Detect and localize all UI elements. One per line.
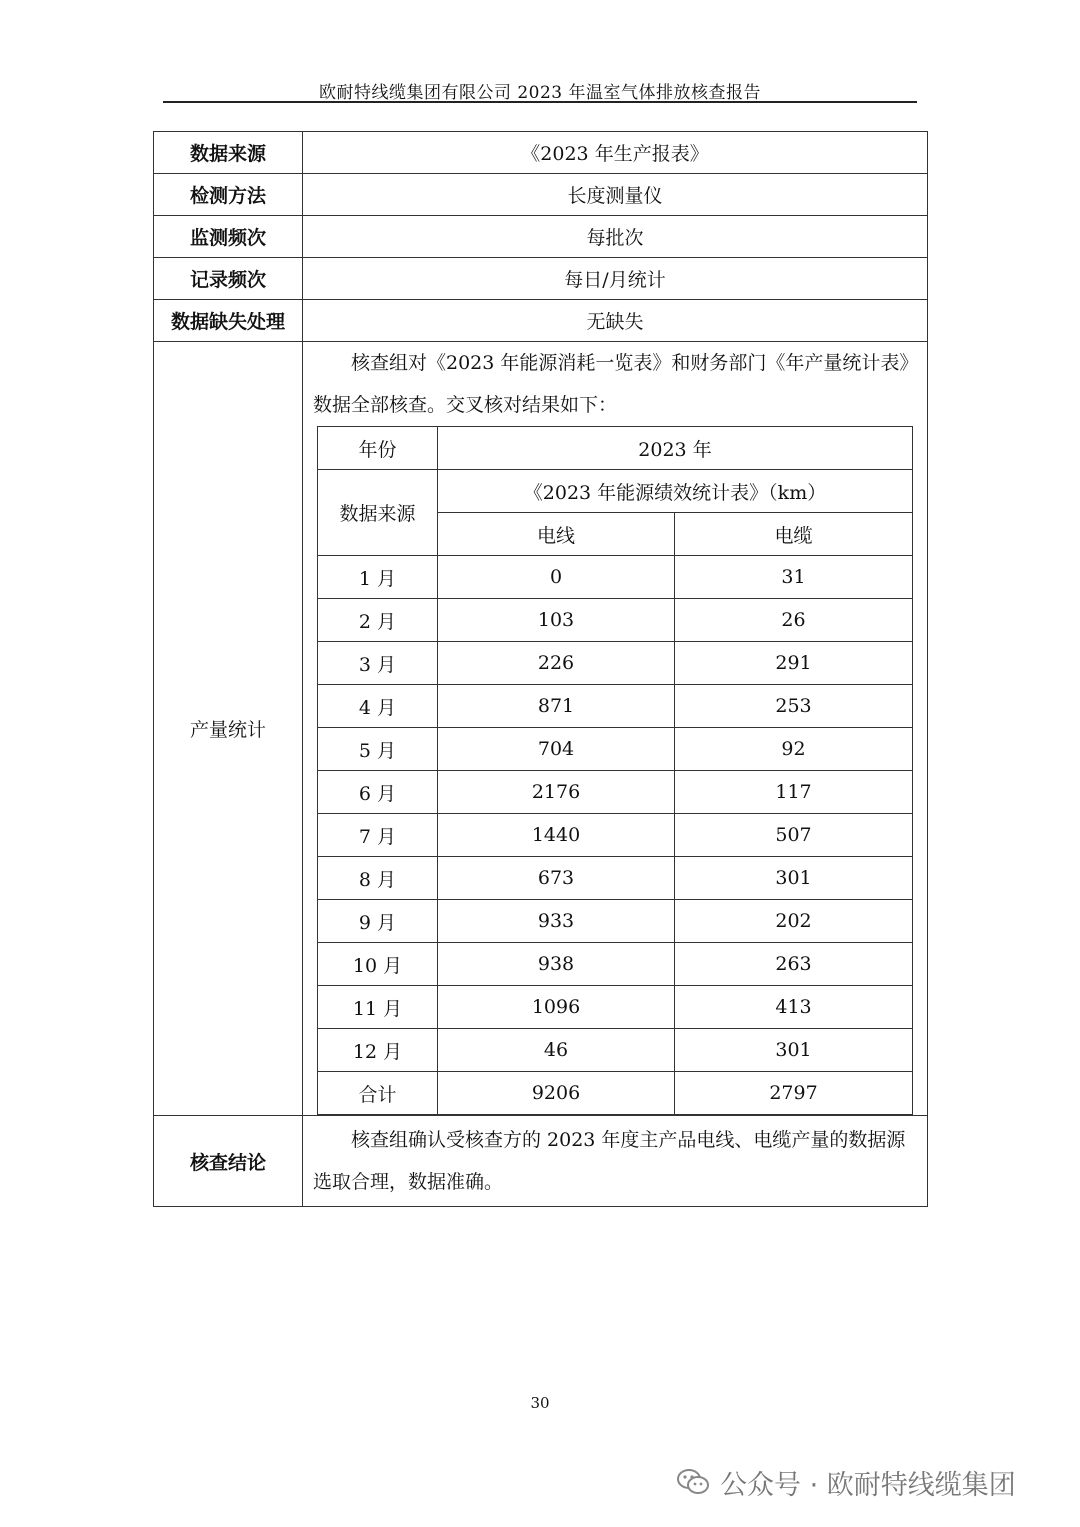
cable-value: 92 (675, 728, 913, 771)
wire-value: 673 (438, 857, 675, 900)
table-row (318, 814, 913, 857)
month-cell: 11 月 (318, 986, 438, 1029)
production-row (154, 342, 928, 1116)
info-label: 数据来源 (154, 132, 303, 174)
wire-value: 226 (438, 642, 675, 685)
wire-value: 704 (438, 728, 675, 771)
info-label: 数据缺失处理 (154, 300, 303, 342)
table-row (318, 943, 913, 986)
info-value: 无缺失 (303, 300, 928, 342)
month-cell: 4 月 (318, 685, 438, 728)
wire-value: 933 (438, 900, 675, 943)
wire-value: 2176 (438, 771, 675, 814)
cable-value: 263 (675, 943, 913, 986)
cable-value: 301 (675, 857, 913, 900)
table-row (318, 728, 913, 771)
column-header-cable: 电缆 (675, 513, 913, 556)
cable-value: 507 (675, 814, 913, 857)
cable-value: 291 (675, 642, 913, 685)
watermark-text: 公众号 · 欧耐特线缆集团 (720, 1469, 1016, 1501)
info-row (154, 174, 928, 216)
info-row (154, 132, 928, 174)
total-cable: 2797 (675, 1072, 913, 1115)
table-row (318, 685, 913, 728)
month-cell: 7 月 (318, 814, 438, 857)
year-label: 年份 (318, 427, 438, 470)
cable-value: 117 (675, 771, 913, 814)
conclusion-label: 核查结论 (154, 1116, 303, 1207)
cable-value: 253 (675, 685, 913, 728)
cable-value: 413 (675, 986, 913, 1029)
total-label: 合计 (318, 1072, 438, 1115)
production-intro: 核查组对《2023 年能源消耗一览表》和财务部门《年产量统计表》数据全部核查。交叉核对结果如下： (313, 352, 919, 416)
production-cell (303, 342, 928, 1116)
table-row (318, 986, 913, 1029)
table-row (318, 556, 913, 599)
wire-value: 1096 (438, 986, 675, 1029)
info-row (154, 216, 928, 258)
report-header-title: 欧耐特线缆集团有限公司 2023 年温室气体排放核查报告 (318, 83, 762, 103)
production-label: 产量统计 (154, 342, 303, 1116)
month-cell: 2 月 (318, 599, 438, 642)
column-header-wire: 电线 (438, 513, 675, 556)
verification-table (153, 131, 928, 1207)
info-value: 每批次 (303, 216, 928, 258)
table-row (318, 857, 913, 900)
production-table (317, 426, 913, 1115)
wire-value: 103 (438, 599, 675, 642)
source-row (318, 470, 913, 513)
info-label: 记录频次 (154, 258, 303, 300)
total-row (318, 1072, 913, 1115)
source-label: 数据来源 (318, 470, 438, 556)
year-value: 2023 年 (438, 427, 913, 470)
info-value: 长度测量仪 (303, 174, 928, 216)
cable-value: 301 (675, 1029, 913, 1072)
month-cell: 9 月 (318, 900, 438, 943)
info-row (154, 258, 928, 300)
wire-value: 938 (438, 943, 675, 986)
wire-value: 871 (438, 685, 675, 728)
header-rule (163, 101, 917, 103)
page-number: 30 (530, 1394, 550, 1412)
info-row (154, 300, 928, 342)
cable-value: 31 (675, 556, 913, 599)
source-value: 《2023 年能源绩效统计表》（km） (438, 470, 913, 513)
cable-value: 202 (675, 900, 913, 943)
wechat-icon (676, 1467, 710, 1497)
table-row (318, 900, 913, 943)
year-row (318, 427, 913, 470)
wire-value: 1440 (438, 814, 675, 857)
table-row (318, 642, 913, 685)
month-cell: 1 月 (318, 556, 438, 599)
info-label: 监测频次 (154, 216, 303, 258)
wire-value: 46 (438, 1029, 675, 1072)
cable-value: 26 (675, 599, 913, 642)
wire-value: 0 (438, 556, 675, 599)
conclusion-row (154, 1116, 928, 1207)
table-row (318, 1029, 913, 1072)
month-cell: 12 月 (318, 1029, 438, 1072)
info-label: 检测方法 (154, 174, 303, 216)
watermark (676, 1462, 1016, 1502)
month-cell: 10 月 (318, 943, 438, 986)
month-cell: 5 月 (318, 728, 438, 771)
total-wire: 9206 (438, 1072, 675, 1115)
month-cell: 3 月 (318, 642, 438, 685)
conclusion-text: 核查组确认受核查方的 2023 年度主产品电线、电缆产量的数据源选取合理，数据准确。 (313, 1129, 906, 1193)
table-row (318, 599, 913, 642)
table-row (318, 771, 913, 814)
info-value: 每日/月统计 (303, 258, 928, 300)
month-cell: 6 月 (318, 771, 438, 814)
month-cell: 8 月 (318, 857, 438, 900)
info-value: 《2023 年生产报表》 (303, 132, 928, 174)
